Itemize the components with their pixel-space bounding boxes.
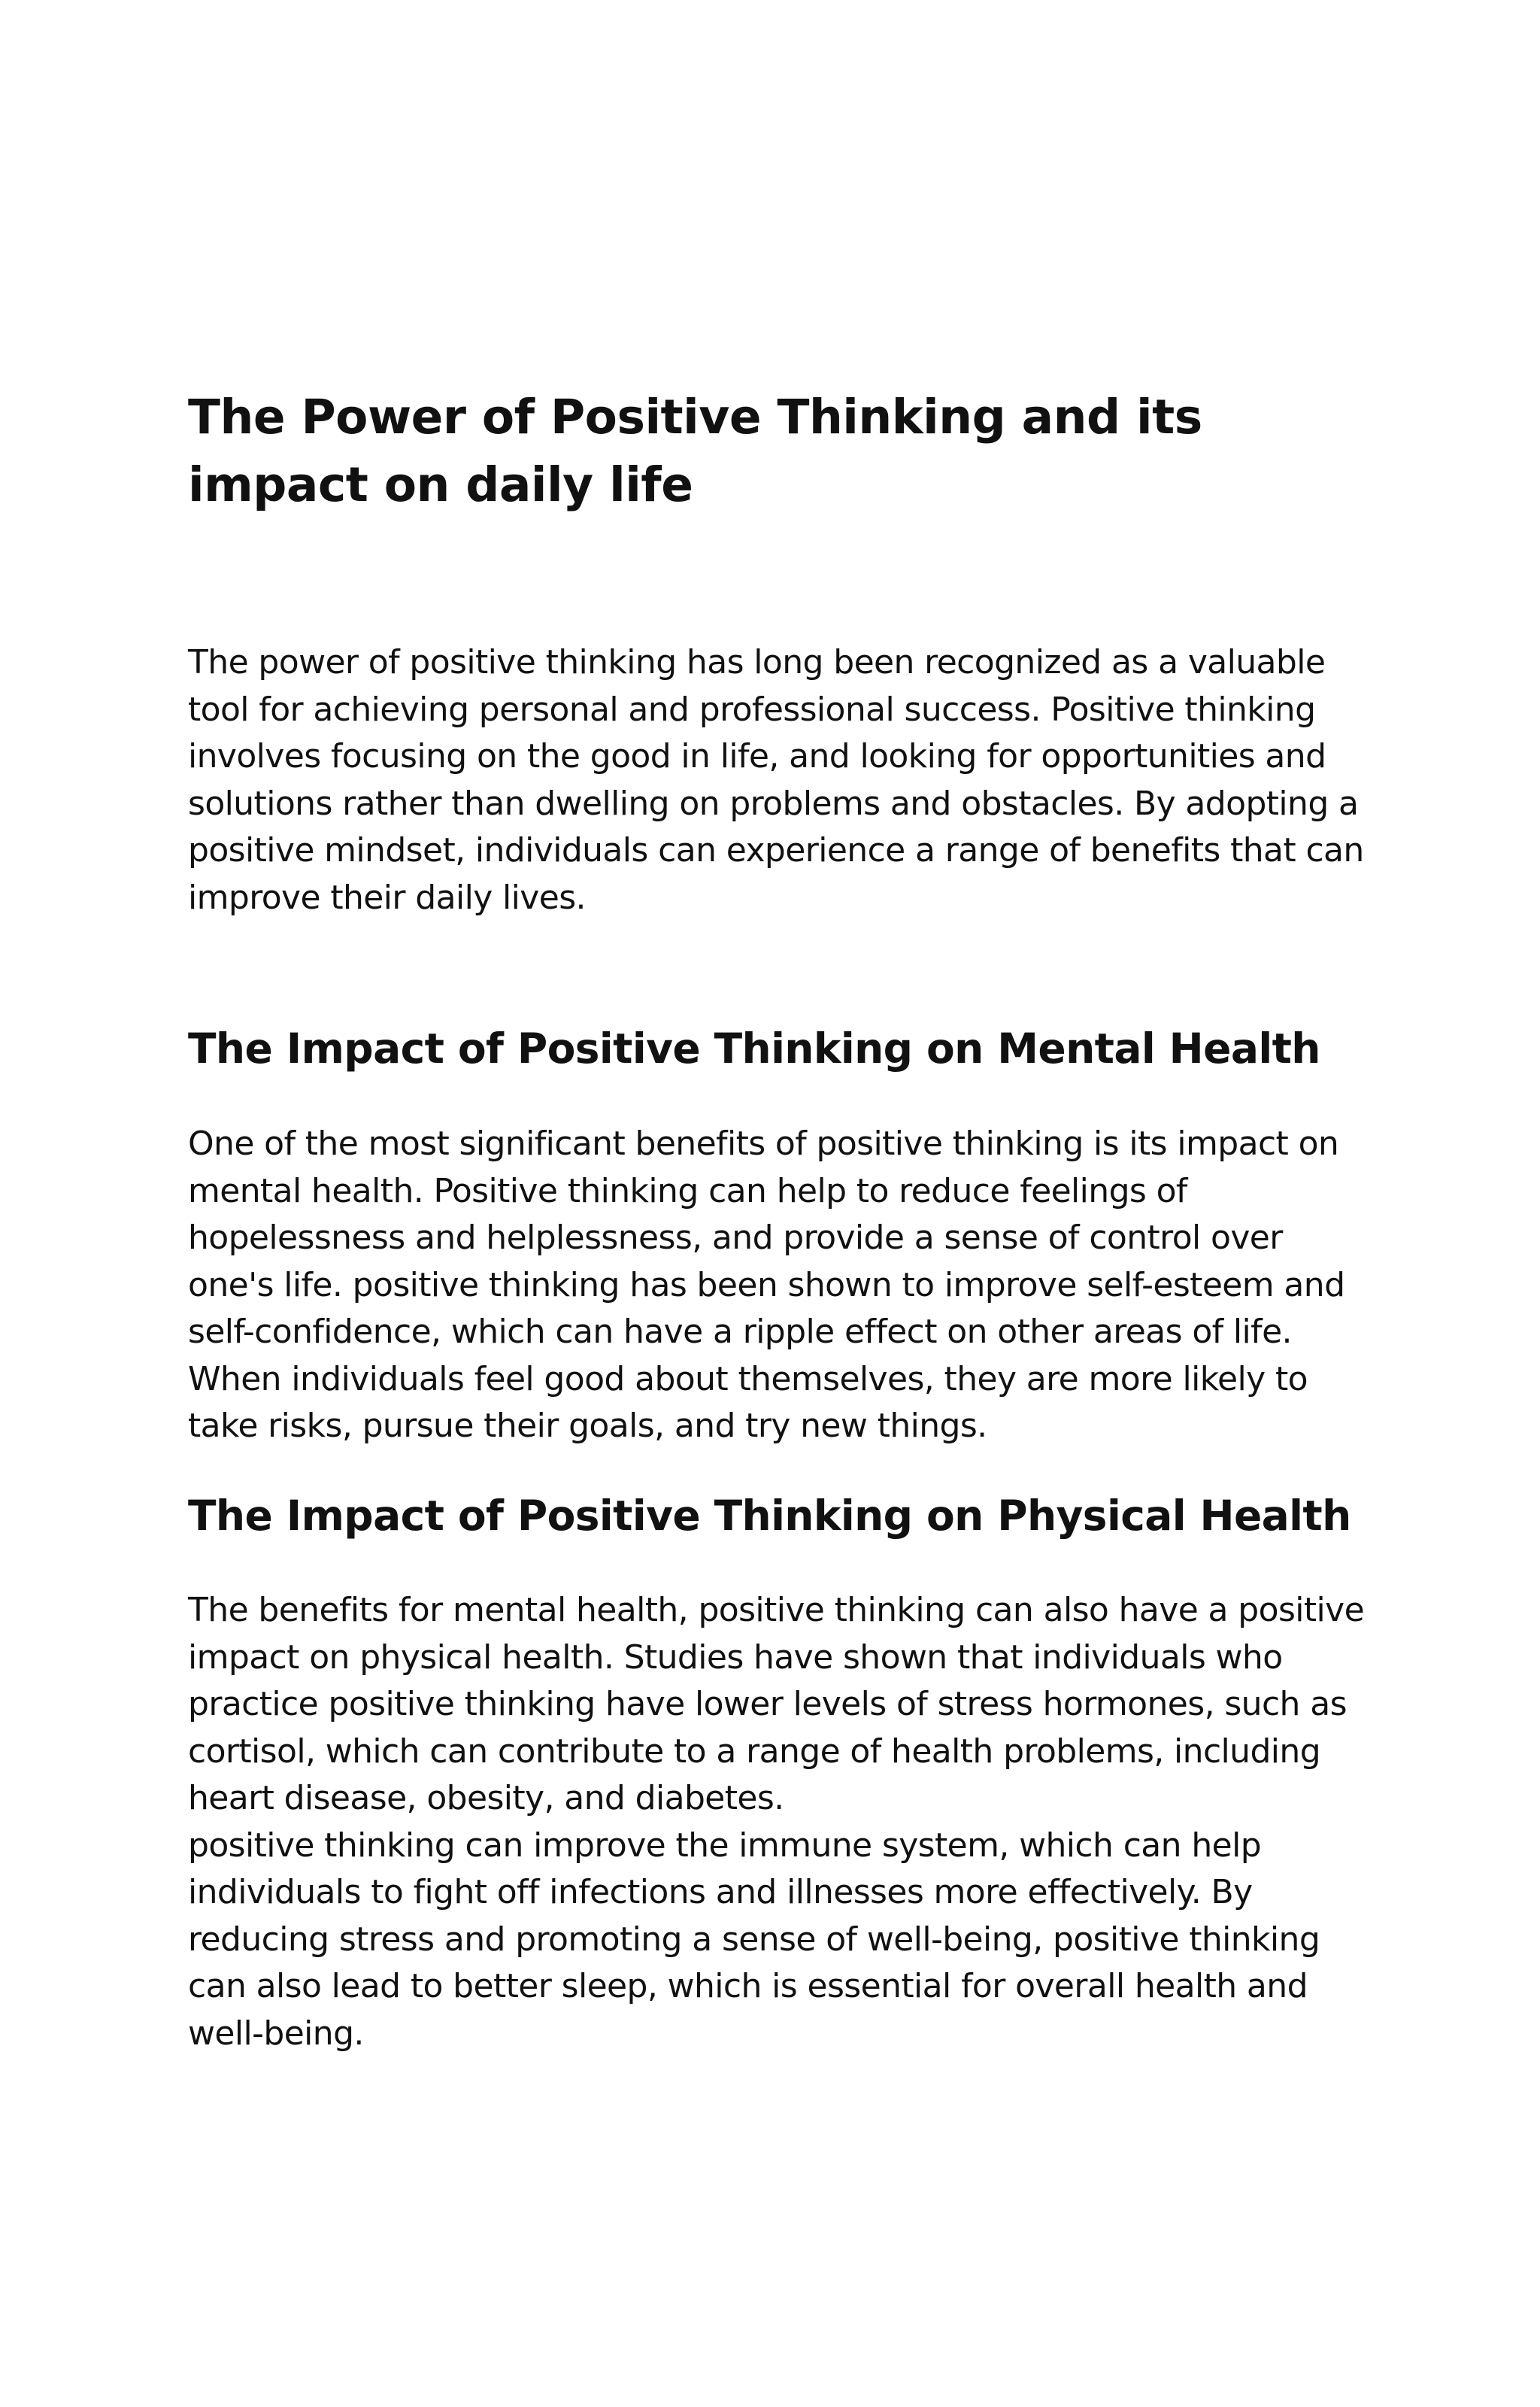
section-body-mental-health: One of the most significant benefits of positive thinking is its impact on mental health. Positive thinking can help to reduce feelings of hopelessness and helplessness, and provide a sense of control over one's life. positive thinking has been shown to improve self-esteem and self-confidence, which can have a ripple effect on other areas of life. When individuals feel good about themselves, they are more likely to take risks, pursue their goals, and try new things. xyxy=(188,1125,1345,1445)
section-heading-physical-health: The Impact of Positive Thinking on Physical Health xyxy=(188,1492,1351,1540)
document-title: The Power of Positive Thinking and its impact on daily life xyxy=(188,390,1202,512)
section-heading-mental-health: The Impact of Positive Thinking on Mental Health xyxy=(188,1024,1320,1073)
section-body-physical-health: The benefits for mental health, positive thinking can also have a positive impact on physical health. Studies have shown that individuals who practice positive thinking have lower levels of stress hormones, such as cortisol, which can contribute to a range of health problems, including heart disease, obesity, and diabetes. positive thinking can improve the immune system, which can help individuals to fight off infections and illnesses more effectively. By reducing stress and promoting a sense of well-being, positive thinking can also lead to better sleep, which is essential for overall health and well-being. xyxy=(188,1591,1365,2053)
intro-paragraph: The power of positive thinking has long been recognized as a valuable tool for achieving personal and professional success. Positive thinking involves focusing on the good in life, and looking for opportunities and solutions rather than dwelling on problems and obstacles. By adopting a positive mindset, individuals can experience a range of benefits that can improve their daily lives. xyxy=(188,643,1364,917)
